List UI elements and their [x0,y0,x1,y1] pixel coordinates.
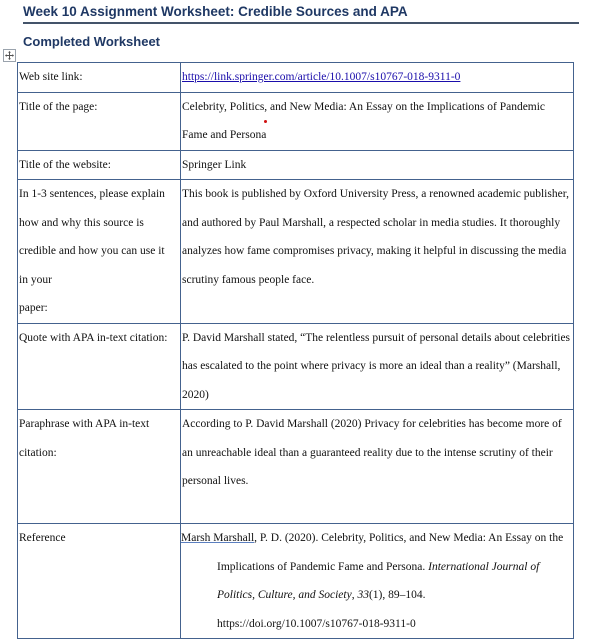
row-label: Paraphrase with APA in-text citation: [18,410,181,524]
document-header-title: Week 10 Assignment Worksheet: Credible Sources and APA [23,4,579,24]
move-arrows-icon [5,51,14,60]
row-value: P. David Marshall stated, “The relentless pursuit of personal details about celebrities has escalated to the point where privacy is more an ideal than a reality” (Marshall, 2020) [181,323,574,410]
row-label: Quote with APA in-text citation: [18,323,181,410]
table-row-credibility-explanation [18,180,574,324]
row-value: According to P. David Marshall (2020) Privacy for celebrities has become more of an unreachable ideal than a guaranteed reality due to the intense scrutiny of their personal lives. [181,410,574,524]
row-value: Celebrity, Politics, and New Media: An Essay on the Implications of Pandemic Fame and Persona [181,92,574,150]
label-line: how and why this source is [19,216,144,229]
label-line: In 1-3 sentences, please explain [19,188,165,200]
reference-journal: International Journal of Politics, Culture, and Society [217,560,540,601]
label-line: paper: [19,302,48,314]
reference-text: (1), 89–104. https://doi.org/10.1007/s10767-018-9311-0 [217,589,426,630]
cursor-marker [264,120,267,123]
row-label: Title of the page: [18,92,181,150]
table-row-paraphrase [18,410,574,524]
reference-text: , P. D. (2020). Celebrity, Politics, and New Media: An Essay on the Implications of Pandemic Fame and Persona. [217,532,564,573]
row-label [18,180,181,324]
row-label: Title of the website: [18,150,181,180]
row-value: Springer Link [181,150,574,180]
table-row-reference [18,524,574,639]
row-label: Reference [18,524,181,639]
table-row-web-site-link [18,63,574,93]
table-row-quote [18,323,574,410]
row-label: Web site link: [18,63,181,93]
label-line: in your [19,273,52,286]
web-site-link[interactable]: https://link.springer.com/article/10.1007/s10767-018-9311-0 [182,71,461,83]
reference-entry [181,524,574,639]
section-heading: Completed Worksheet [23,34,161,49]
row-value [181,63,574,93]
reference-text: , [351,589,358,601]
reference-author-marked[interactable]: Marsh Marshall [181,532,255,544]
worksheet-table [17,62,574,639]
table-row-website-title [18,150,574,180]
row-value: This book is published by Oxford University Press, a renowned academic publisher, and authored by Paul Marshall, a respected scholar in media studies. It thoroughly analyzes how fame compromises privacy, making it helpful in discussing the media scrutiny famous people face. [181,180,574,324]
table-row-page-title [18,92,574,150]
reference-volume: 33 [357,589,369,601]
label-line: credible and how you can use it [19,245,165,257]
table-move-handle[interactable] [3,49,16,62]
